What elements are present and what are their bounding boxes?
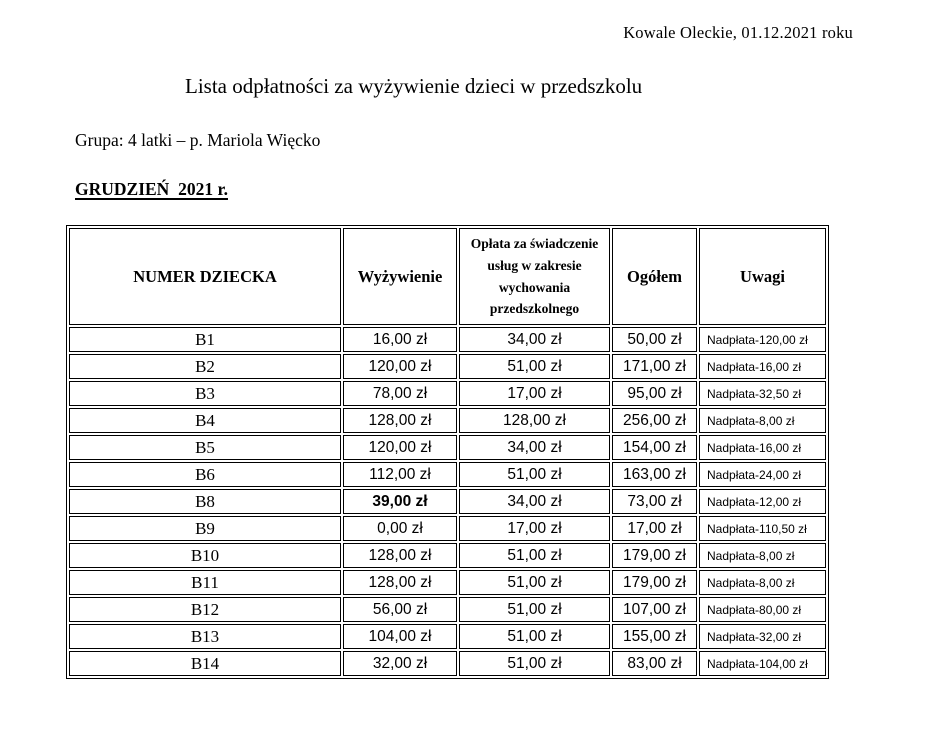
table-row xyxy=(69,651,826,676)
cell-uwagi: Nadpłata-104,00 zł xyxy=(699,651,826,676)
cell-oplata: 51,00 zł xyxy=(459,597,610,622)
cell-oplata: 34,00 zł xyxy=(459,327,610,352)
header-ogolem: Ogółem xyxy=(612,228,697,325)
cell-oplata: 51,00 zł xyxy=(459,543,610,568)
cell-uwagi: Nadpłata-16,00 zł xyxy=(699,435,826,460)
cell-ogolem: 154,00 zł xyxy=(612,435,697,460)
cell-uwagi: Nadpłata-12,00 zł xyxy=(699,489,826,514)
table-row xyxy=(69,327,826,352)
cell-ogolem: 73,00 zł xyxy=(612,489,697,514)
cell-wyzywienie: 128,00 zł xyxy=(343,570,457,595)
cell-oplata: 128,00 zł xyxy=(459,408,610,433)
header-wyzywienie: Wyżywienie xyxy=(343,228,457,325)
cell-wyzywienie: 112,00 zł xyxy=(343,462,457,487)
cell-uwagi: Nadpłata-32,00 zł xyxy=(699,624,826,649)
cell-ogolem: 256,00 zł xyxy=(612,408,697,433)
cell-uwagi: Nadpłata-32,50 zł xyxy=(699,381,826,406)
cell-uwagi: Nadpłata-8,00 zł xyxy=(699,408,826,433)
cell-ogolem: 107,00 zł xyxy=(612,597,697,622)
cell-wyzywienie: 39,00 zł xyxy=(343,489,457,514)
table-row xyxy=(69,435,826,460)
cell-ogolem: 179,00 zł xyxy=(612,570,697,595)
payments-table xyxy=(66,225,829,679)
table-row xyxy=(69,597,826,622)
header-numer-dziecka: NUMER DZIECKA xyxy=(69,228,341,325)
cell-uwagi: Nadpłata-24,00 zł xyxy=(699,462,826,487)
cell-ogolem: 83,00 zł xyxy=(612,651,697,676)
cell-uwagi: Nadpłata-8,00 zł xyxy=(699,570,826,595)
cell-ogolem: 50,00 zł xyxy=(612,327,697,352)
cell-child-id: B2 xyxy=(69,354,341,379)
table-row xyxy=(69,516,826,541)
cell-oplata: 51,00 zł xyxy=(459,462,610,487)
table-row xyxy=(69,543,826,568)
cell-wyzywienie: 120,00 zł xyxy=(343,354,457,379)
cell-ogolem: 179,00 zł xyxy=(612,543,697,568)
cell-wyzywienie: 0,00 zł xyxy=(343,516,457,541)
cell-child-id: B1 xyxy=(69,327,341,352)
cell-wyzywienie: 56,00 zł xyxy=(343,597,457,622)
cell-wyzywienie: 128,00 zł xyxy=(343,408,457,433)
cell-child-id: B5 xyxy=(69,435,341,460)
cell-ogolem: 163,00 zł xyxy=(612,462,697,487)
group-line: Grupa: 4 latki – p. Mariola Więcko xyxy=(75,130,321,150)
cell-wyzywienie: 32,00 zł xyxy=(343,651,457,676)
cell-wyzywienie: 128,00 zł xyxy=(343,543,457,568)
cell-uwagi: Nadpłata-120,00 zł xyxy=(699,327,826,352)
month-heading-text: GRUDZIEŃ 2021 r. xyxy=(75,179,228,199)
header-uwagi: Uwagi xyxy=(699,228,826,325)
table-row xyxy=(69,354,826,379)
header-row xyxy=(69,228,826,325)
cell-child-id: B10 xyxy=(69,543,341,568)
table-row xyxy=(69,570,826,595)
table-row xyxy=(69,489,826,514)
month-heading xyxy=(75,179,945,200)
header-oplata: Opłata za świadczenie usług w zakresie wychowania przedszkolnego xyxy=(459,228,610,325)
cell-child-id: B12 xyxy=(69,597,341,622)
cell-ogolem: 17,00 zł xyxy=(612,516,697,541)
table-row xyxy=(69,462,826,487)
table-body xyxy=(69,327,826,676)
cell-wyzywienie: 16,00 zł xyxy=(343,327,457,352)
page-title: Lista odpłatności za wyżywienie dzieci w przedszkolu xyxy=(185,74,643,98)
cell-child-id: B14 xyxy=(69,651,341,676)
cell-oplata: 51,00 zł xyxy=(459,570,610,595)
cell-ogolem: 95,00 zł xyxy=(612,381,697,406)
cell-child-id: B8 xyxy=(69,489,341,514)
cell-ogolem: 155,00 zł xyxy=(612,624,697,649)
cell-child-id: B9 xyxy=(69,516,341,541)
cell-child-id: B6 xyxy=(69,462,341,487)
cell-uwagi: Nadpłata-80,00 zł xyxy=(699,597,826,622)
cell-wyzywienie: 104,00 zł xyxy=(343,624,457,649)
cell-child-id: B13 xyxy=(69,624,341,649)
cell-child-id: B4 xyxy=(69,408,341,433)
cell-child-id: B11 xyxy=(69,570,341,595)
cell-oplata: 51,00 zł xyxy=(459,651,610,676)
cell-oplata: 34,00 zł xyxy=(459,489,610,514)
cell-ogolem: 171,00 zł xyxy=(612,354,697,379)
cell-uwagi: Nadpłata-16,00 zł xyxy=(699,354,826,379)
cell-uwagi: Nadpłata-110,50 zł xyxy=(699,516,826,541)
cell-wyzywienie: 120,00 zł xyxy=(343,435,457,460)
cell-oplata: 17,00 zł xyxy=(459,381,610,406)
cell-oplata: 51,00 zł xyxy=(459,354,610,379)
table-header xyxy=(69,228,826,325)
table-row xyxy=(69,624,826,649)
table-row xyxy=(69,381,826,406)
date-line: Kowale Oleckie, 01.12.2021 roku xyxy=(623,23,853,42)
cell-wyzywienie: 78,00 zł xyxy=(343,381,457,406)
cell-oplata: 51,00 zł xyxy=(459,624,610,649)
cell-oplata: 34,00 zł xyxy=(459,435,610,460)
cell-uwagi: Nadpłata-8,00 zł xyxy=(699,543,826,568)
cell-child-id: B3 xyxy=(69,381,341,406)
cell-oplata: 17,00 zł xyxy=(459,516,610,541)
table-row xyxy=(69,408,826,433)
